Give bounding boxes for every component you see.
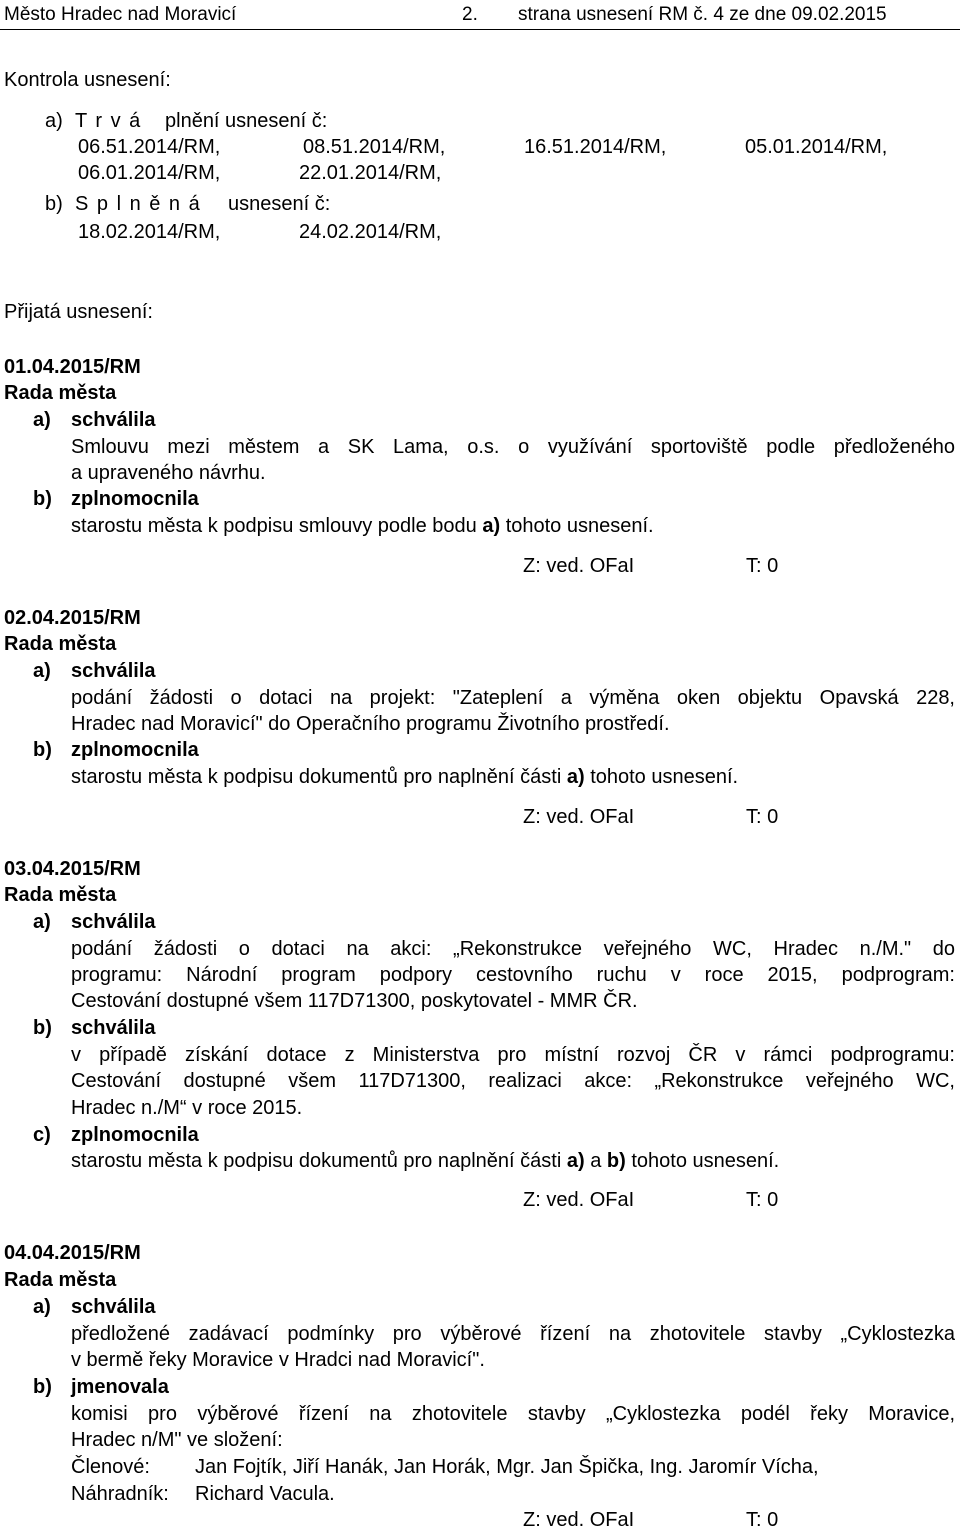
item-text: podání žádosti o dotaci na projekt: "Zateplení a výměna oken objektu Opavská 228, [71, 687, 955, 709]
item-text: podání žádosti o dotaci na akci: „Rekonstrukce veřejného WC, Hradec n./M." do [71, 938, 955, 960]
item-text: v případě získání dotace z Ministerstva pro místní rozvoj ČR v rámci podprogramu: [71, 1044, 955, 1066]
resolution-body: Rada města [4, 382, 117, 404]
trva-marker: a) [45, 110, 63, 132]
substitute-label: Náhradník: [71, 1483, 169, 1505]
resolution-number: 02.04.2015/RM [4, 607, 141, 629]
item-marker: a) [33, 660, 51, 682]
resolution-number: 03.04.2015/RM [4, 858, 141, 880]
item-ref: a) [566, 766, 585, 788]
item-marker: a) [33, 409, 51, 431]
item-verb: schválila [71, 1017, 156, 1039]
header-rule [0, 29, 960, 30]
trva-ref: 05.01.2014/RM, [745, 136, 888, 158]
item-text: Cestování dostupné všem 117D71300, poskytovatel - MMR ČR. [71, 990, 638, 1012]
item-marker: a) [33, 911, 51, 933]
members-list: Jan Fojtík, Jiří Hanák, Jan Horák, Mgr. Jan Špička, Ing. Jaromír Vícha, [195, 1456, 819, 1478]
item-ref: a) [566, 1150, 585, 1172]
term: T: 0 [746, 806, 779, 828]
splnena-text: usnesení č: [228, 193, 331, 215]
item-marker: b) [33, 488, 52, 510]
item-text: starostu města k podpisu smlouvy podle bodu a) tohoto usnesení. [71, 515, 654, 537]
responsible: Z: ved. OFaI [523, 806, 635, 828]
item-verb: schválila [71, 911, 156, 933]
members-label: Členové: [71, 1456, 150, 1478]
item-text: Hradec n./M“ v roce 2015. [71, 1097, 303, 1119]
header-title: strana usnesení RM č. 4 ze dne 09.02.2015 [518, 4, 887, 25]
term: T: 0 [746, 1189, 779, 1211]
resolution-number: 01.04.2015/RM [4, 356, 141, 378]
item-verb: schválila [71, 409, 156, 431]
prijata-heading: Přijatá usnesení: [4, 301, 153, 323]
item-verb: schválila [71, 1296, 156, 1318]
kontrola-heading: Kontrola usnesení: [4, 69, 171, 91]
responsible: Z: ved. OFaI [523, 555, 635, 577]
item-verb: zplnomocnila [71, 739, 199, 761]
resolution-body: Rada města [4, 884, 117, 906]
item-text: Hradec n/M" ve složení: [71, 1429, 283, 1451]
splnena-marker: b) [45, 193, 63, 215]
trva-ref: 22.01.2014/RM, [299, 162, 442, 184]
splnena-ref: 24.02.2014/RM, [299, 221, 442, 243]
item-verb: jmenovala [71, 1376, 169, 1398]
responsible: Z: ved. OFaI [523, 1189, 635, 1211]
resolution-body: Rada města [4, 1269, 117, 1291]
item-text: Hradec nad Moravicí" do Operačního programu Životního prostředí. [71, 713, 670, 735]
resolution-body: Rada města [4, 633, 117, 655]
trva-text: plnění usnesení č: [165, 110, 328, 132]
item-text: a upraveného návrhu. [71, 462, 266, 484]
term: T: 0 [746, 555, 779, 577]
item-text: v bermě řeky Moravice v Hradci nad Moravicí". [71, 1349, 485, 1371]
resolution-number: 04.04.2015/RM [4, 1242, 141, 1264]
term: T: 0 [746, 1509, 779, 1531]
responsible: Z: ved. OFaI [523, 1509, 635, 1531]
item-text: Cestování dostupné všem 117D71300, realizaci akce: „Rekonstrukce veřejného WC, [71, 1070, 955, 1092]
trva-label: T r v á [75, 110, 141, 132]
item-marker: c) [33, 1124, 51, 1146]
item-text: předložené zadávací podmínky pro výběrové řízení na zhotovitele stavby „Cyklostezka [71, 1323, 955, 1345]
item-marker: a) [33, 1296, 51, 1318]
trva-ref: 06.01.2014/RM, [78, 162, 221, 184]
item-text: programu: Národní program podpory cestovního ruchu v roce 2015, podprogram: [71, 964, 955, 986]
trva-ref: 06.51.2014/RM, [78, 136, 221, 158]
header-page-number: 2. [462, 4, 478, 25]
substitute-name: Richard Vacula. [195, 1483, 335, 1505]
header-town: Město Hradec nad Moravicí [4, 4, 237, 25]
item-ref: a) [482, 515, 501, 537]
item-text: starostu města k podpisu dokumentů pro naplnění části a) tohoto usnesení. [71, 766, 739, 788]
item-verb: schválila [71, 660, 156, 682]
item-marker: b) [33, 1376, 52, 1398]
item-marker: b) [33, 1017, 52, 1039]
item-text: komisi pro výběrové řízení na zhotovitele stavby „Cyklostezka podél řeky Moravice, [71, 1403, 955, 1425]
splnena-label: S p l n ě n á [75, 193, 200, 215]
item-text: Smlouvu mezi městem a SK Lama, o.s. o využívání sportoviště podle předloženého [71, 436, 955, 458]
item-text: starostu města k podpisu dokumentů pro naplnění části a) a b) tohoto usnesení. [71, 1150, 780, 1172]
item-verb: zplnomocnila [71, 488, 199, 510]
item-verb: zplnomocnila [71, 1124, 199, 1146]
trva-ref: 08.51.2014/RM, [303, 136, 446, 158]
trva-ref: 16.51.2014/RM, [524, 136, 667, 158]
item-ref: b) [606, 1150, 626, 1172]
splnena-ref: 18.02.2014/RM, [78, 221, 221, 243]
item-marker: b) [33, 739, 52, 761]
